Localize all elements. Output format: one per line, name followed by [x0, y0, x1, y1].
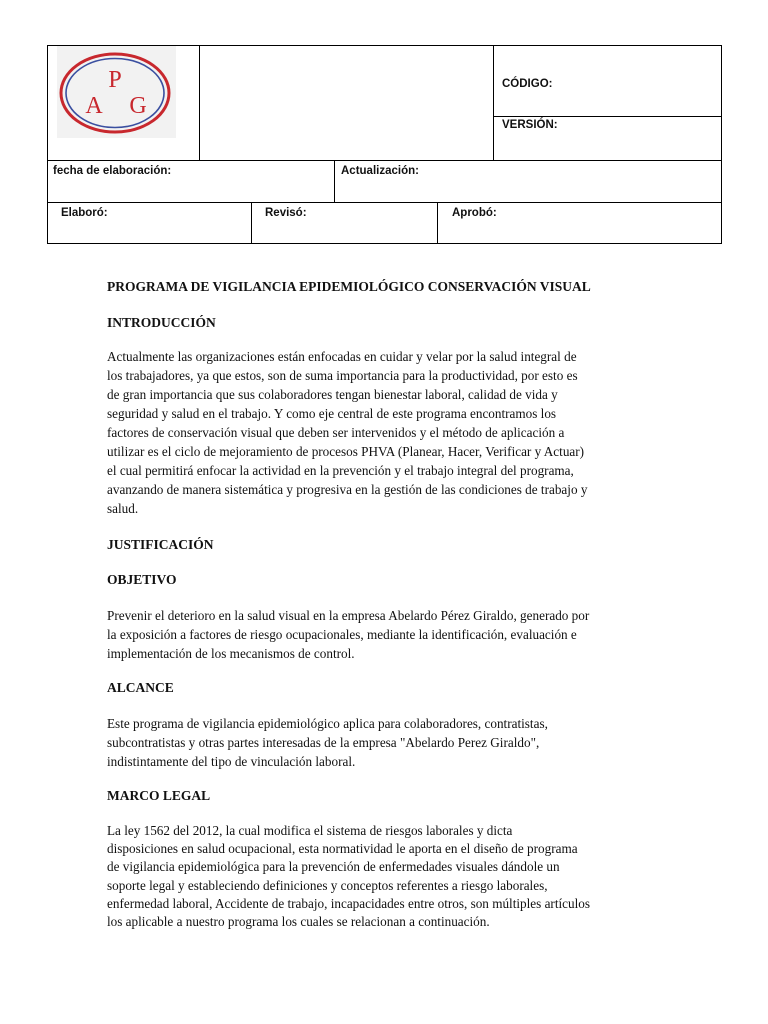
border	[721, 45, 722, 244]
text-line: salud.	[107, 501, 139, 516]
text-line: la exposición a factores de riesgo ocupacionales, mediante la identificación, evaluación e	[107, 627, 577, 642]
text-line: el cual permitirá enfocar la actividad en la prevención y el trabajo integral del programa,	[107, 463, 574, 478]
text-line: soporte legal y estableciendo definiciones y conceptos referentes a riesgo laborales,	[107, 877, 548, 893]
logo-letter-a: A	[85, 93, 103, 119]
version-label: VERSIÓN:	[502, 119, 558, 131]
marco-legal-heading: MARCO LEGAL	[107, 788, 211, 803]
text-line: disposiciones en salud ocupacional, esta normatividad le aporta en el diseño de programa	[107, 841, 578, 857]
logo-letter-g: G	[129, 93, 147, 119]
border	[334, 160, 335, 203]
border	[199, 45, 200, 161]
codigo-label: CÓDIGO:	[502, 78, 553, 90]
text-line: Este programa de vigilancia epidemiológico aplica para colaboradores, contratistas,	[107, 716, 548, 731]
aprobo-label: Aprobó:	[452, 207, 497, 219]
text-line: enfermedad laboral, Accidente de trabajo, incapacidades entre otros, son múltiples artículos	[107, 895, 590, 911]
text-line: factores de conservación visual que deben ser intervenidos y el método de aplicación a	[107, 425, 565, 440]
justificacion-heading: JUSTIFICACIÓN	[107, 537, 214, 552]
text-line: de gran importancia que sus colaboradores tengan bienestar laboral, calidad de vida y	[107, 387, 558, 402]
elaboro-label: Elaboró:	[61, 207, 108, 219]
document-title: PROGRAMA DE VIGILANCIA EPIDEMIOLÓGICO CONSERVACIÓN VISUAL	[107, 279, 591, 294]
text-line: los aplicable a nuestro programa los cuales se relacionan a continuación.	[107, 914, 490, 930]
alcance-heading: ALCANCE	[107, 680, 174, 695]
marco-legal-paragraph	[107, 822, 667, 931]
border	[437, 202, 438, 244]
document-header-table	[47, 45, 722, 244]
text-line: utilizar es el ciclo de mejoramiento de procesos PHVA (Planear, Hacer, Verificar y Actuar)	[107, 444, 585, 459]
reviso-label: Revisó:	[265, 207, 307, 219]
objetivo-heading: OBJETIVO	[107, 572, 177, 587]
text-line: indistintamente del tipo de vinculación laboral.	[107, 754, 356, 769]
border	[493, 45, 494, 161]
text-line: Prevenir el deterioro en la salud visual en la empresa Abelardo Pérez Giraldo, generado por	[107, 608, 590, 623]
text-line: los trabajadores, ya que estos, son de suma importancia para la productividad, por esto es	[107, 368, 578, 383]
border	[47, 243, 722, 244]
text-line: seguridad y salud en el trabajo. Y como eje central de este programa encontramos los	[107, 406, 557, 421]
introduccion-paragraph	[107, 347, 667, 518]
border	[493, 116, 722, 117]
text-line: subcontratistas y otras partes interesadas de la empresa "Abelardo Perez Giraldo",	[107, 735, 540, 750]
actualizacion-label: Actualización:	[341, 165, 419, 177]
text-line: implementación de los mecanismos de control.	[107, 646, 355, 661]
text-line: de vigilancia epidemiológica para la prevención de enfermedades visuales dándole un	[107, 859, 560, 875]
text-line: La ley 1562 del 2012, la cual modifica el sistema de riesgos laborales y dicta	[107, 823, 513, 838]
alcance-paragraph	[107, 714, 667, 771]
text-line: Actualmente las organizaciones están enfocadas en cuidar y velar por la salud integral de	[107, 349, 577, 364]
border	[47, 45, 48, 244]
objetivo-paragraph	[107, 606, 667, 663]
text-line: avanzando de manera sistemática y progresiva en la gestión de las condiciones de trabajo y	[107, 482, 588, 497]
border	[47, 160, 722, 161]
fecha-elaboracion-label: fecha de elaboración:	[53, 165, 172, 177]
border	[47, 202, 722, 203]
logo-letter-p: P	[108, 67, 122, 93]
company-logo	[57, 46, 176, 138]
introduccion-heading: INTRODUCCIÓN	[107, 315, 216, 330]
border	[251, 202, 252, 244]
